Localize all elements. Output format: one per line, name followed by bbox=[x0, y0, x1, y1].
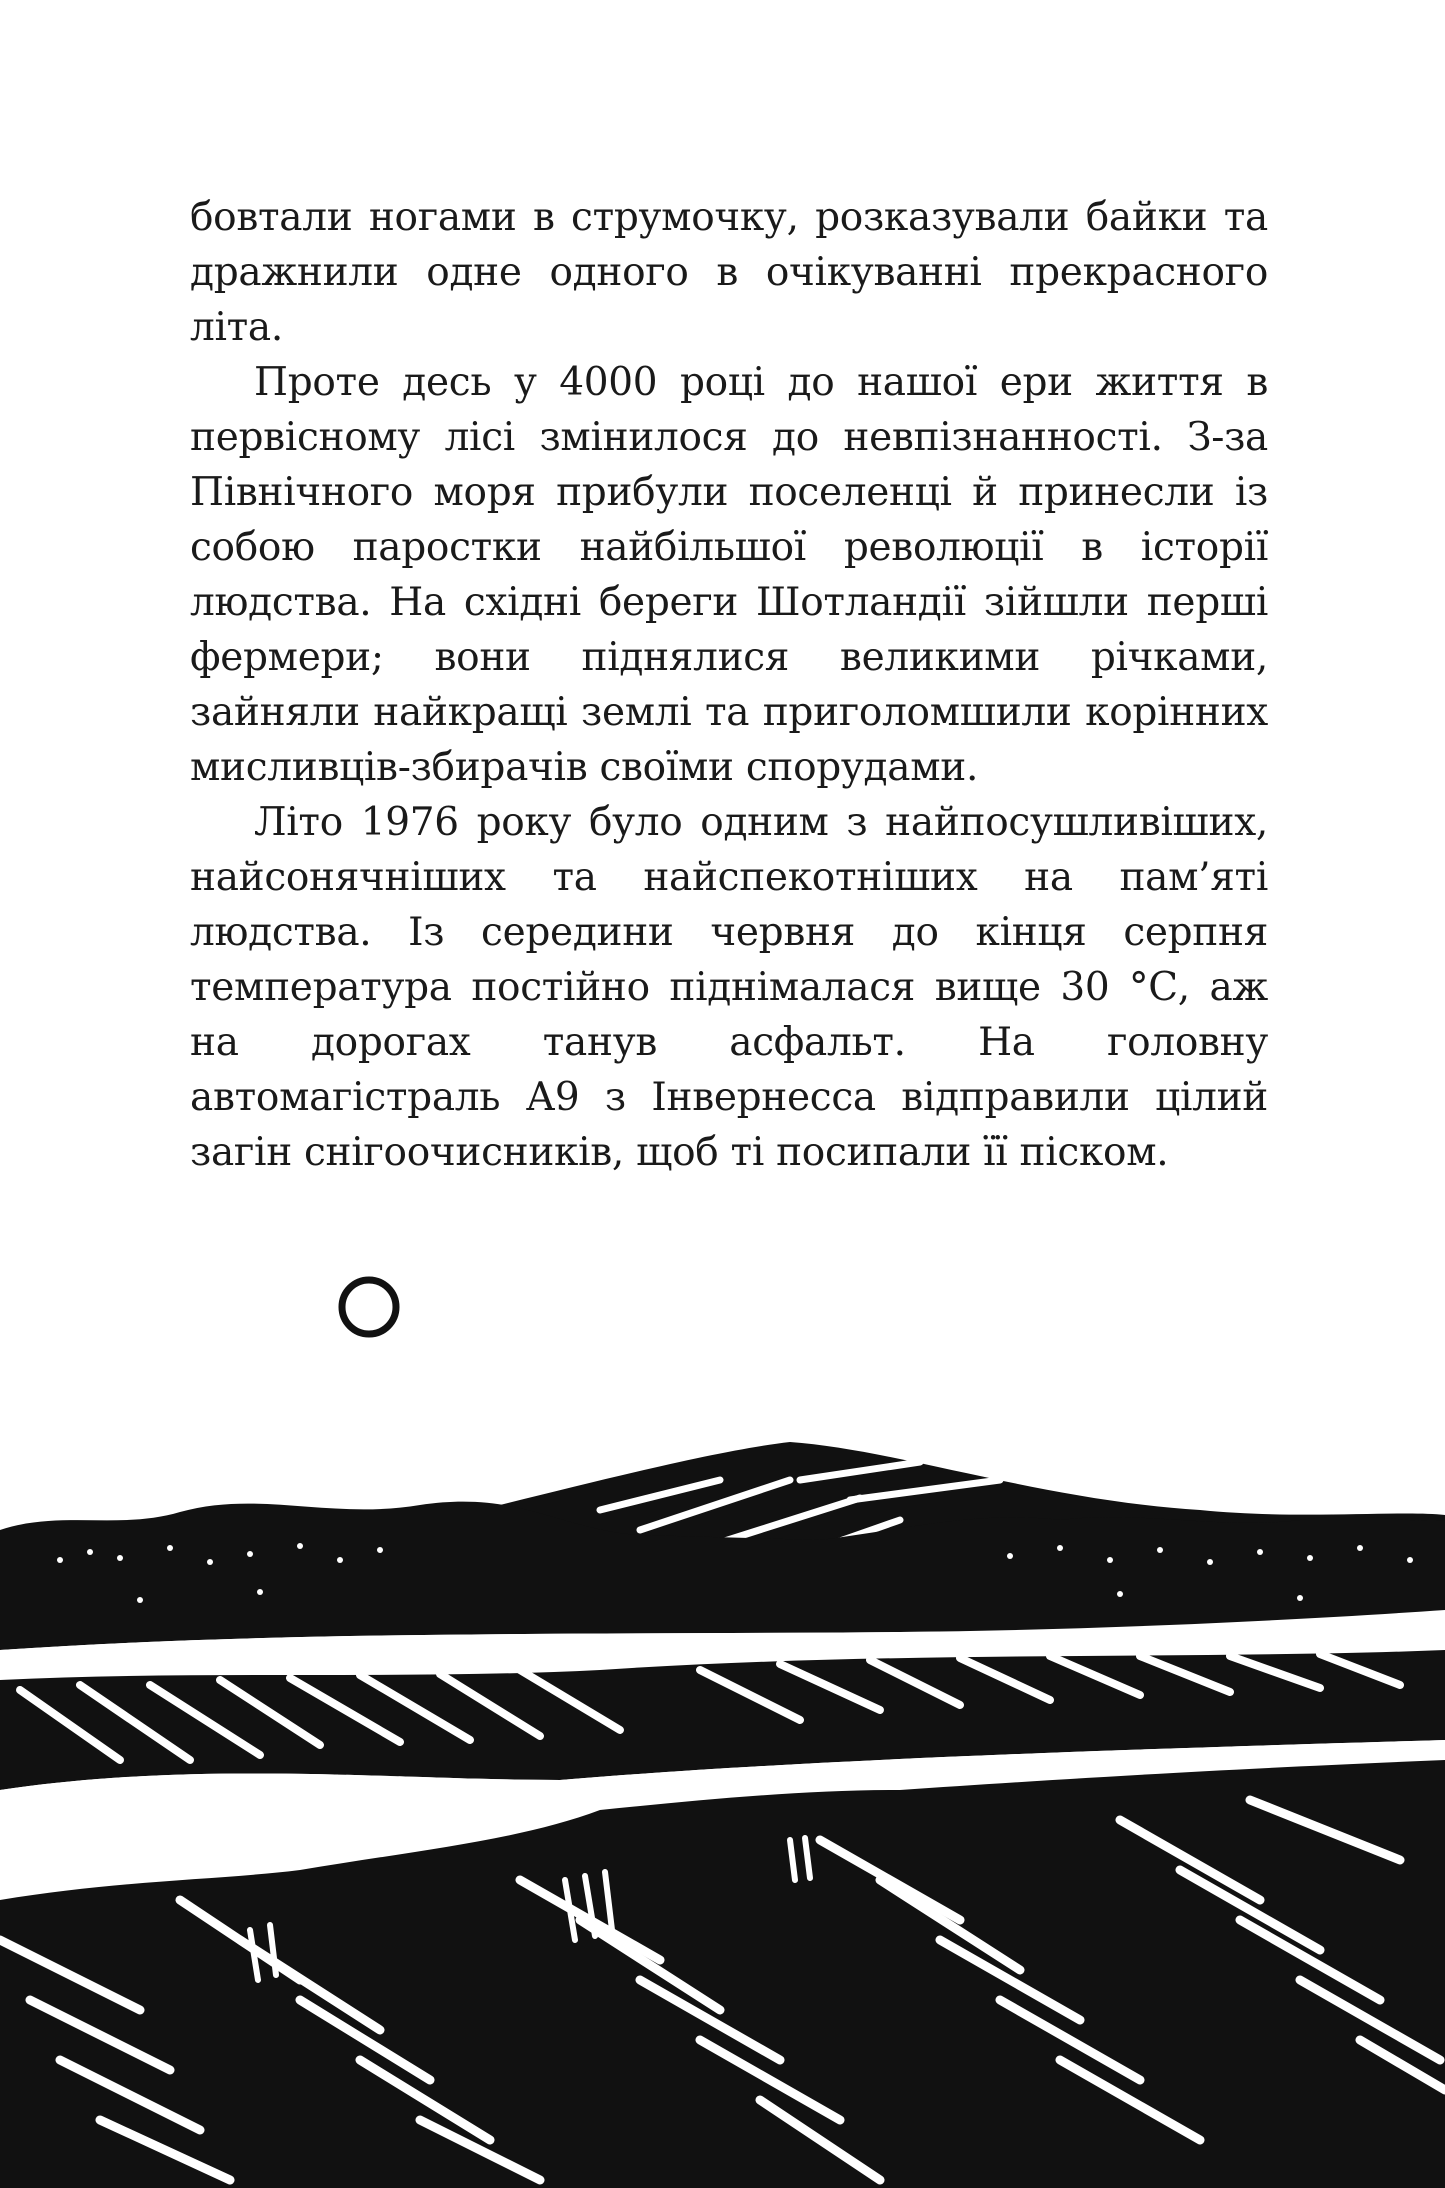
woodcut-landscape-illustration bbox=[0, 1180, 1445, 2188]
paragraph-neolithic: Проте десь у 4000 році до нашої ери життя в первісному лісі змінилося до невпізнанності. З-за Північного моря прибули поселенці й принесли із собою паростки найбільшої революції в історії людства. На східні береги Шотландії зійшли перші фермери; вони піднялися великими річками, зайняли найкращі землі та приголомшили корінних мисливців-збирачів своїми спорудами. bbox=[190, 360, 1268, 790]
body-text bbox=[190, 190, 1268, 1180]
paragraph-continued: бовтали ногами в струмочку, розказували байки та дражнили одне одного в очікуванні прекрасного літа. bbox=[190, 195, 1268, 350]
paragraph-summer-1976: Літо 1976 року було одним з найпосушливіших, найсонячніших та найспекотніших на пам’яті людства. Із середини червня до кінця серпня температура постійно піднімалася вище 30 °С, аж на дорогах танув асфальт. На головну автомагістраль А9 з Інвернесса відправили цілий загін снігоочисників, щоб ті посипали її піском. bbox=[190, 800, 1268, 1175]
sun-circle-icon bbox=[342, 1280, 396, 1334]
